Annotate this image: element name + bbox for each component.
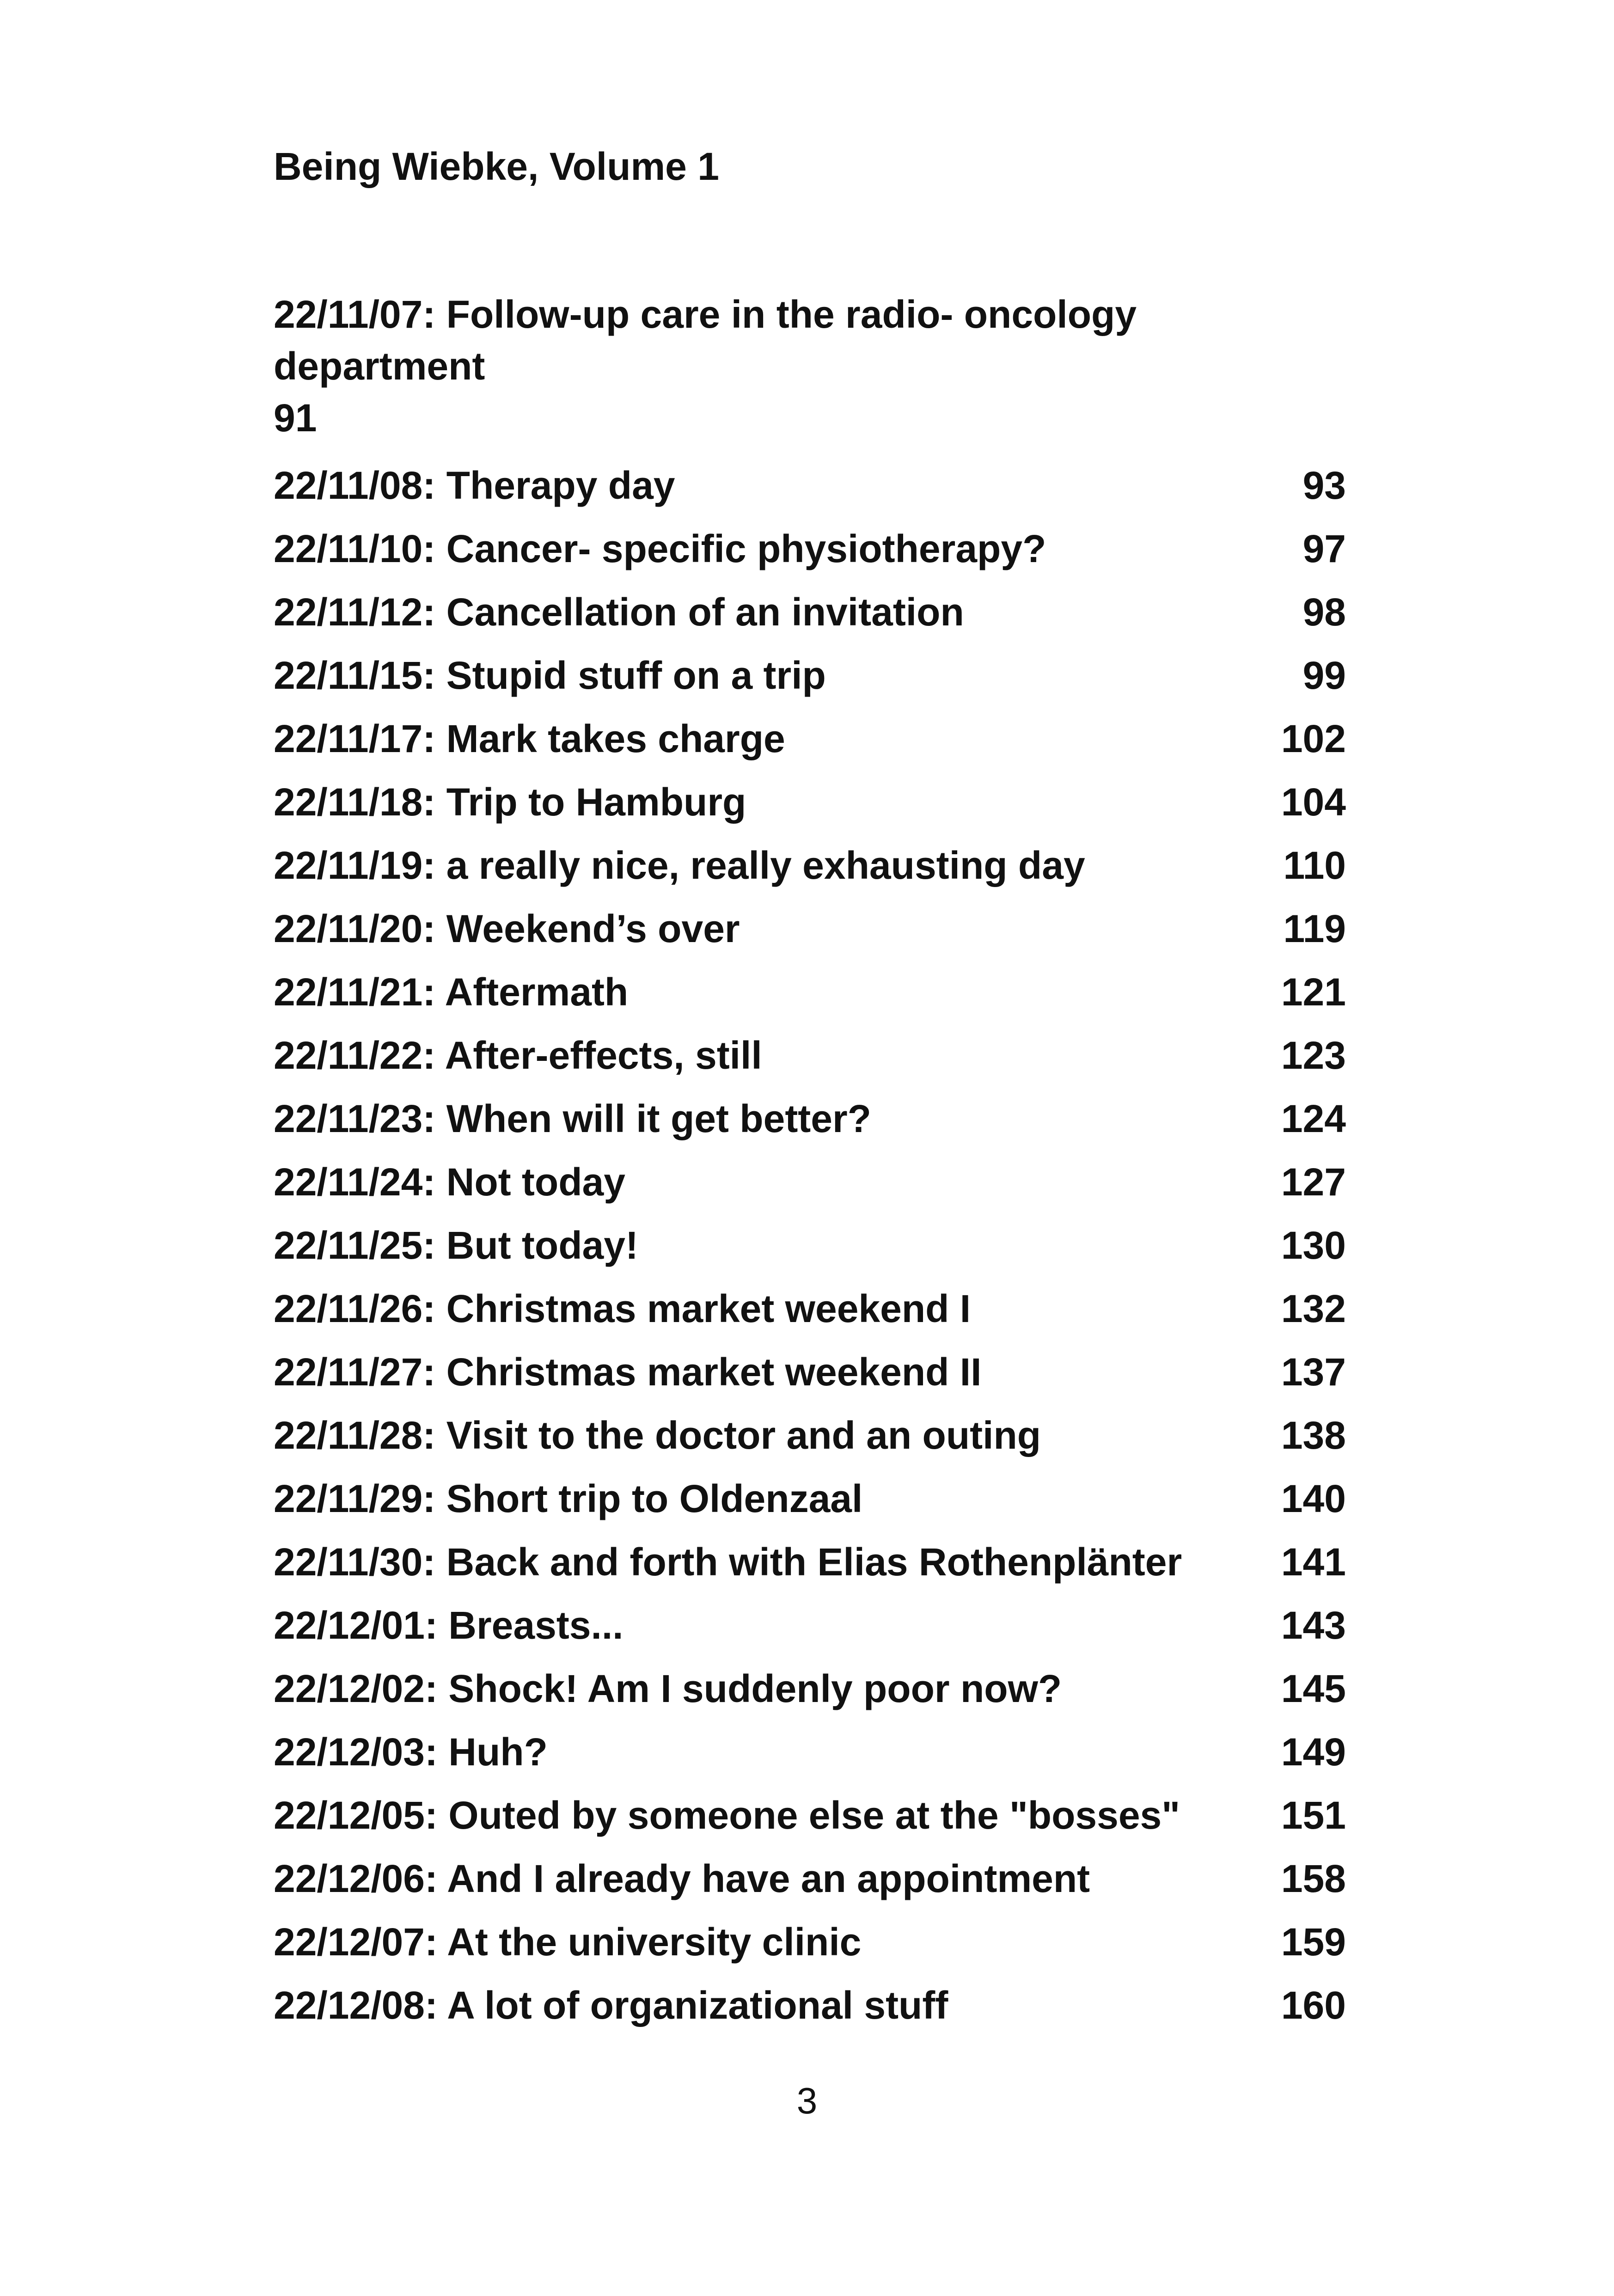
toc-entry-title: 22/12/01: Breasts...	[274, 1604, 624, 1647]
toc-entry-page: 93	[1302, 464, 1346, 507]
toc-entry[interactable]	[274, 1277, 1346, 1341]
toc-entry-page: 160	[1281, 1984, 1346, 2027]
toc-entry[interactable]	[274, 581, 1346, 644]
toc-entry-page: 143	[1281, 1604, 1346, 1647]
toc-entry[interactable]	[274, 644, 1346, 707]
toc-entry[interactable]	[274, 897, 1346, 961]
toc-entry[interactable]	[274, 1974, 1346, 2037]
toc-entry-title: 22/11/12: Cancellation of an invitation	[274, 590, 964, 634]
toc-entry[interactable]	[274, 1341, 1346, 1404]
toc-entry-page: 97	[1302, 527, 1346, 570]
toc-entry-title: 22/11/20: Weekend’s over	[274, 907, 740, 950]
toc-entry-title: 22/11/27: Christmas market weekend II	[274, 1350, 982, 1394]
table-of-contents	[274, 282, 1346, 2037]
toc-entry-title: 22/12/05: Outed by someone else at the "bosses"	[274, 1794, 1180, 1837]
toc-entry-page: 119	[1283, 907, 1346, 950]
toc-entry[interactable]	[274, 961, 1346, 1024]
toc-entry-page: 141	[1281, 1540, 1346, 1584]
toc-entry-page: 132	[1281, 1287, 1346, 1330]
page-number: 3	[796, 2080, 818, 2121]
toc-entry[interactable]	[274, 1531, 1346, 1594]
toc-entry[interactable]	[274, 1214, 1346, 1277]
toc-entry-page: 98	[1302, 590, 1346, 634]
toc-entry-title: 22/11/24: Not today	[274, 1160, 625, 1204]
toc-entry-page: 130	[1281, 1224, 1346, 1267]
toc-entry[interactable]	[274, 1784, 1346, 1847]
toc-entry-page: 159	[1281, 1920, 1346, 1964]
toc-entry[interactable]	[274, 1720, 1346, 1784]
toc-entry-title: 22/11/22: After-effects, still	[274, 1034, 762, 1077]
toc-entry-title: 22/11/23: When will it get better?	[274, 1097, 871, 1140]
toc-entry-page: 140	[1281, 1477, 1346, 1520]
toc-entry[interactable]	[274, 1087, 1346, 1151]
toc-entry-title: 22/12/06: And I already have an appointment	[274, 1857, 1090, 1900]
toc-entry-title: 22/11/07: Follow-up care in the radio- oncology department	[274, 293, 1137, 388]
toc-entry-title: 22/11/10: Cancer- specific physiotherapy?	[274, 527, 1046, 570]
toc-entry-page: 149	[1281, 1730, 1346, 1774]
toc-entry-page: 158	[1281, 1857, 1346, 1900]
toc-entry[interactable]	[274, 834, 1346, 897]
toc-entry[interactable]	[274, 1024, 1346, 1087]
toc-entry-page: 102	[1281, 717, 1346, 760]
toc-entry-title: 22/11/15: Stupid stuff on a trip	[274, 654, 826, 697]
toc-entry[interactable]	[274, 1594, 1346, 1657]
toc-entry[interactable]	[274, 454, 1346, 517]
toc-entry-page: 91	[274, 396, 317, 440]
toc-entry[interactable]	[274, 517, 1346, 581]
toc-entry-title: 22/11/29: Short trip to Oldenzaal	[274, 1477, 863, 1520]
toc-entry-page: 151	[1281, 1794, 1346, 1837]
toc-entry[interactable]	[274, 288, 1346, 444]
toc-entry[interactable]	[274, 1657, 1346, 1720]
toc-entry-title: 22/12/08: A lot of organizational stuff	[274, 1984, 948, 2027]
toc-entry-title: 22/11/30: Back and forth with Elias Rothenplänter	[274, 1540, 1182, 1584]
toc-entry-page: 110	[1283, 844, 1346, 887]
toc-entry[interactable]	[274, 1404, 1346, 1467]
toc-entry[interactable]	[274, 1151, 1346, 1214]
toc-entry[interactable]	[274, 1910, 1346, 1974]
toc-entry-title: 22/11/19: a really nice, really exhausting day	[274, 844, 1085, 887]
toc-entry[interactable]	[274, 707, 1346, 771]
toc-entry[interactable]	[274, 1847, 1346, 1910]
toc-entry-page: 127	[1281, 1160, 1346, 1204]
toc-entry-page: 145	[1281, 1667, 1346, 1710]
toc-entry-page: 123	[1281, 1034, 1346, 1077]
toc-entry[interactable]	[274, 771, 1346, 834]
toc-entry-title: 22/12/02: Shock! Am I suddenly poor now?	[274, 1667, 1062, 1710]
toc-entry-page: 104	[1281, 780, 1346, 824]
toc-entry-title: 22/11/18: Trip to Hamburg	[274, 780, 746, 824]
toc-entry-title: 22/11/17: Mark takes charge	[274, 717, 785, 760]
toc-entry-page: 124	[1281, 1097, 1346, 1140]
toc-entry-title: 22/11/26: Christmas market weekend I	[274, 1287, 971, 1330]
toc-entry-title: 22/11/28: Visit to the doctor and an outing	[274, 1414, 1041, 1457]
toc-entry-page: 138	[1281, 1414, 1346, 1457]
toc-entry[interactable]	[274, 1467, 1346, 1531]
toc-entry-page: 99	[1302, 654, 1346, 697]
book-title: Being Wiebke, Volume 1	[274, 145, 719, 188]
toc-entry-title: 22/12/07: At the university clinic	[274, 1920, 862, 1964]
toc-entry-title: 22/11/25: But today!	[274, 1224, 638, 1267]
toc-entry-page: 121	[1281, 970, 1346, 1014]
toc-entry-title: 22/11/08: Therapy day	[274, 464, 675, 507]
toc-entry-title: 22/12/03: Huh?	[274, 1730, 548, 1774]
toc-entry-page: 137	[1281, 1350, 1346, 1394]
toc-entry-title: 22/11/21: Aftermath	[274, 970, 629, 1014]
